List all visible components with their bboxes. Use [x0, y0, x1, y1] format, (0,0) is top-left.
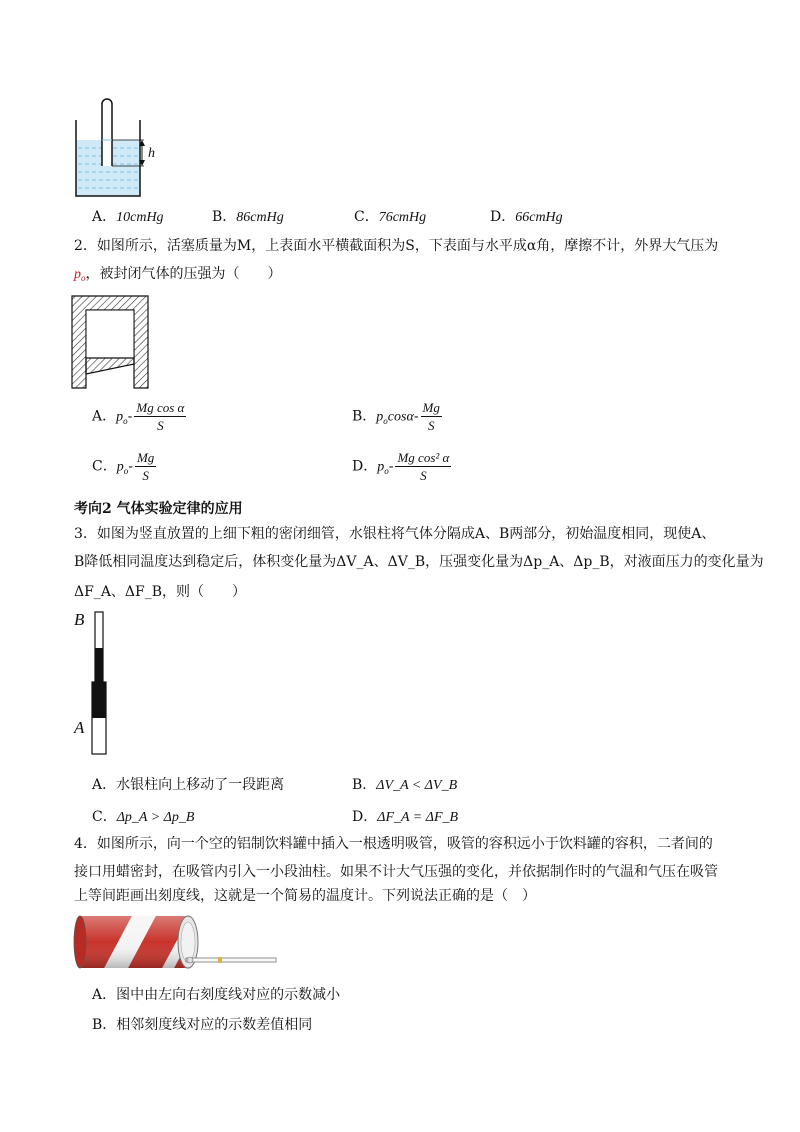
q2-option-d[interactable]: D．$p_o-$ $\frac{\text{Mg cos² α}}{S}$ [352, 450, 450, 483]
q4-option-a[interactable]: A．图中由左向右刻度线对应的示数减小 [92, 987, 341, 1003]
q1-label-h: h [148, 146, 155, 161]
q2-question-line2: $p_o$，被封闭气体的压强为（ ） [74, 266, 282, 283]
q3-label-a: A [74, 718, 85, 737]
q3-question-line2: B降低相同温度达到稳定后，体积变化量为ΔV_A、ΔV_B，压强变化量为Δp_A、Δp_B，对液面压力的变化量为 [74, 554, 764, 570]
section-heading: 考向2 气体实验定律的应用 [74, 501, 243, 517]
q1-option-b[interactable]: B．86cmHg [212, 209, 284, 225]
q2-option-b[interactable]: B．$p_o\cos\alpha-$ $\frac{Mg}{S}$ [352, 400, 440, 433]
q3-question-line3: ΔF_A、ΔF_B，则（ ） [74, 584, 247, 600]
q1-tube [102, 99, 112, 166]
q1-figure [70, 96, 170, 200]
q1-option-c[interactable]: C．76cmHg [354, 209, 427, 225]
q2-piston [86, 358, 134, 374]
q2-question-line1: 2．如图所示，活塞质量为M，上表面水平横截面积为S，下表面与水平成α角，摩擦不计，外界大气压为 [74, 238, 719, 254]
q1-option-d[interactable]: D．66cmHg [490, 209, 563, 225]
q3-mercury-thick [92, 682, 106, 718]
q4-question-line3: 上等间距画出刻度线，这就是一个简易的温度计。下列说法正确的是（ ） [74, 888, 536, 904]
q2-piston-figure [70, 294, 150, 390]
q3-label-b: B [74, 610, 85, 629]
q4-can-figure [72, 912, 282, 974]
q2-option-c[interactable]: C．$p_o-$ $\frac{Mg}{S}$ [92, 450, 155, 483]
p0-symbol: p [74, 267, 81, 282]
q3-option-c[interactable]: C．Δp_A > Δp_B [92, 809, 195, 825]
q3-option-d[interactable]: D．ΔF_A = ΔF_B [352, 809, 459, 825]
q3-tube-figure [88, 610, 118, 760]
q3-option-a[interactable]: A．水银柱向上移动了一段距离 [92, 777, 285, 793]
q4-question-line2: 接口用蜡密封，在吸管内引入一小段油柱。如果不计大气压强的变化，并依据制作时的气温和气压在吸管 [74, 864, 718, 880]
q4-option-b[interactable]: B．相邻刻度线对应的示数差值相同 [92, 1017, 313, 1033]
q4-question-line1: 4．如图所示，向一个空的铝制饮料罐中插入一根透明吸管，吸管的容积远小于饮料罐的容积，二者间的 [74, 836, 713, 852]
q2-option-a[interactable]: A．$p_o-$ $\frac{\text{Mg cos α}}{S}$ [92, 400, 185, 433]
q4-oil-column [218, 957, 222, 963]
q1-option-a[interactable]: A．10cmHg [92, 209, 164, 225]
q3-option-b[interactable]: B．ΔV_A < ΔV_B [352, 777, 458, 793]
q4-straw [186, 958, 276, 962]
q3-question-line1: 3．如图为竖直放置的上细下粗的密闭细管，水银柱将气体分隔成A、B两部分，初始温度相同，现使A、 [74, 526, 716, 542]
